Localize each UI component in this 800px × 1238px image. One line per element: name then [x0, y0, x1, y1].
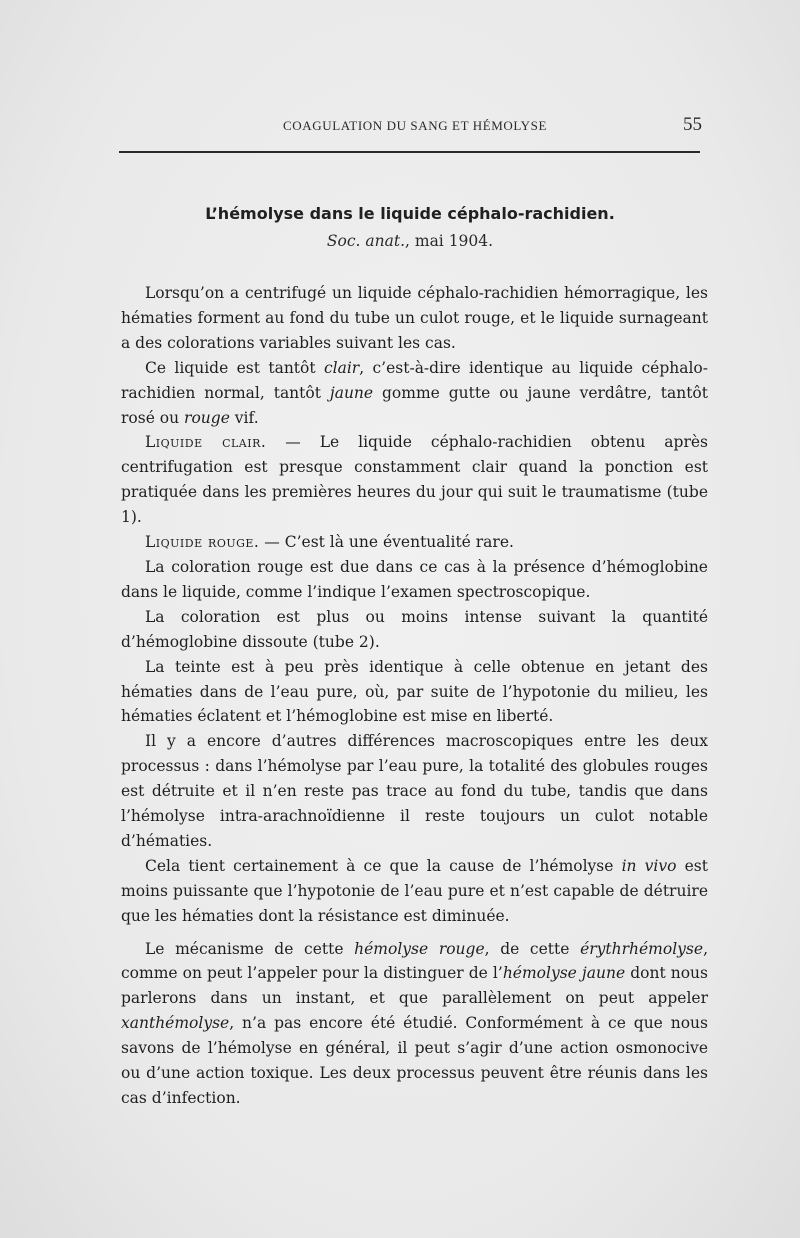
- emphasis: rouge: [184, 408, 230, 427]
- citation-source: Soc. anat.: [326, 232, 406, 250]
- citation-date: , mai 1904.: [405, 232, 494, 250]
- paragraph-1: Lorsqu’on a centrifugé un liquide céphalo-rachidien hémorragique, les hématies forment au fond du tube un culot rouge, et le liquide surnageant a des colorations variables suivant les cas.: [121, 284, 708, 352]
- header-rule: [119, 151, 700, 153]
- text-run: , de cette: [484, 939, 581, 958]
- emphasis: hémolyse rouge: [354, 939, 485, 958]
- paragraph-2: [121, 356, 708, 431]
- paragraph-10: [121, 937, 708, 1111]
- paragraph-4: [121, 530, 708, 555]
- paragraph-7: La teinte est à peu près identique à celle obtenue en jetant des hématies dans de l’eau pure, où, par suite de l’hypotonie du milieu, les hématies éclatent et l’hémoglobine est mise en liberté.: [121, 657, 708, 726]
- section-label-red: Liquide rouge.: [145, 533, 260, 552]
- paragraph-8: Il y a encore d’autres différences macroscopiques entre les deux processus : dans l’hémolyse par l’eau pure, la totalité des globules rouges est détruite et il n’en reste pas trace au fond du tube, tandis que dans l’hémolyse intra-arachnoïdienne il reste toujours un culot notable d’hématies.: [121, 732, 708, 850]
- page-number: 55: [683, 114, 702, 135]
- running-title: COAGULATION DU SANG ET HÉMOLYSE: [282, 118, 548, 133]
- section-label-clear: Liquide clair.: [145, 433, 267, 452]
- paragraph-5: La coloration rouge est due dans ce cas à la présence d’hémoglobine dans le liquide, comme l’indique l’examen spectroscopique.: [121, 557, 708, 601]
- emphasis: jaune: [329, 383, 374, 402]
- emphasis: clair: [323, 358, 360, 377]
- text-run: gomme gutte ou jaune verdâtre, tantôt rosé ou: [121, 383, 708, 427]
- text-run: — Le liquide céphalo-rachidien obtenu après centrifugation est presque constamment clair quand la ponction est pratiquée dans les premières heures du jour qui suit le traumatisme (tube 1).: [121, 433, 708, 527]
- article-citation: [120, 232, 700, 250]
- text-run: dont nous parlerons dans un instant, et que parallèlement on peut appeler: [121, 964, 708, 1008]
- text-run: Le mécanisme de cette: [145, 939, 355, 958]
- emphasis: hémolyse jaune: [502, 964, 626, 983]
- text-run: , c’est-à-dire identique au liquide céphalo-rachidien normal, tantôt: [121, 358, 708, 402]
- body-text: [121, 281, 708, 1111]
- text-run: , n’a pas encore été étudié. Conformément à ce que nous savons de l’hémolyse en général, il peut s’agir d’une action osmonocive ou d’une action toxique. Les deux processus peuvent être réunis dans les cas d’infection.: [121, 1014, 708, 1107]
- emphasis: xanthémolyse: [121, 1014, 230, 1033]
- paragraph-9: [121, 854, 708, 929]
- text-run: Cela tient certainement à ce que la cause de l’hémolyse: [145, 856, 622, 875]
- text-run: , comme on peut l’appeler pour la distinguer de l’: [121, 939, 708, 983]
- paragraph-3: [121, 430, 708, 530]
- text-run: vif.: [229, 408, 259, 427]
- emphasis: in vivo: [621, 856, 677, 875]
- paragraph-6: La coloration est plus ou moins intense suivant la quantité d’hémoglobine dissoute (tube 2).: [121, 607, 708, 651]
- page-header: [120, 116, 710, 140]
- text-run: Ce liquide est tantôt: [145, 358, 324, 377]
- article-title: L’hémolyse dans le liquide céphalo-rachidien.: [205, 204, 615, 223]
- text-run: — C’est là une éventualité rare.: [259, 533, 514, 552]
- text-run: est moins puissante que l’hypotonie de l’eau pure et n’est capable de détruire que les hématies dont la résistance est diminuée.: [121, 856, 708, 925]
- emphasis: érythrhémolyse: [580, 939, 704, 958]
